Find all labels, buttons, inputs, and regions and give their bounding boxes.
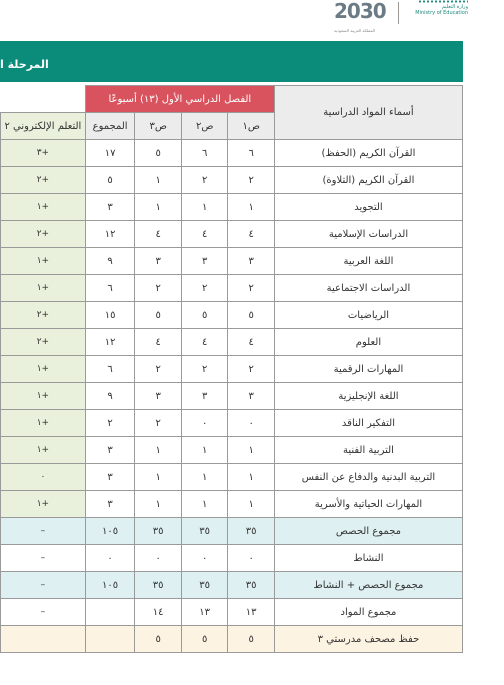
subject-row: [1, 194, 463, 221]
cell-p3: ٣: [135, 383, 182, 410]
cell-p1: ٣: [228, 383, 275, 410]
cell-total: ٦: [85, 356, 135, 383]
cell-p2: ١: [181, 437, 228, 464]
cell-p2: ٣: [181, 248, 228, 275]
cell-p3: ٣٥: [135, 572, 182, 599]
cell-total: ٠: [85, 545, 135, 572]
stage-header-bar: [0, 41, 463, 82]
cell-p2: ٤: [181, 221, 228, 248]
cell-total: ٣: [85, 491, 135, 518]
cell-p3: ١: [135, 464, 182, 491]
cell-p1: ١٣: [228, 599, 275, 626]
subject-row: [1, 140, 463, 167]
cell-p2: ١: [181, 464, 228, 491]
row-label: القرآن الكريم (الحفظ): [274, 140, 462, 167]
ministry-dots-icon: [418, 0, 468, 3]
cell-p1: ٠: [228, 410, 275, 437]
cell-total: ٦: [85, 275, 135, 302]
cell-p3: ٥: [135, 302, 182, 329]
cell-total: [85, 626, 135, 653]
row-label: التربية الفنية: [274, 437, 462, 464]
stage-title: المرحلة ا: [0, 58, 49, 71]
cell-p1: ١: [228, 491, 275, 518]
cell-p1: ٦: [228, 140, 275, 167]
col-header-elearning: التعلم الإلكتروني ٢: [1, 113, 86, 140]
cell-elearning: +١: [1, 383, 86, 410]
col-header-p2: ص٢: [181, 113, 228, 140]
cell-elearning: +٢: [1, 167, 86, 194]
cell-total: ١٠٥: [85, 572, 135, 599]
cell-elearning: –: [1, 599, 86, 626]
row-label: مجموع الحصص + النشاط: [274, 572, 462, 599]
subject-row: [1, 410, 463, 437]
cell-p1: ٢: [228, 356, 275, 383]
cell-elearning: +٢: [1, 302, 86, 329]
row-label: مجموع الحصص: [274, 518, 462, 545]
row-label: المهارات الحياتية والأسرية: [274, 491, 462, 518]
row-label: المهارات الرقمية: [274, 356, 462, 383]
cell-p2: ٢: [181, 275, 228, 302]
cell-total: ١٢: [85, 329, 135, 356]
cell-p2: ١: [181, 194, 228, 221]
cell-p3: ٢: [135, 356, 182, 383]
cell-p1: ٢: [228, 167, 275, 194]
cell-p2: ٠: [181, 410, 228, 437]
cell-p1: ١: [228, 194, 275, 221]
cell-elearning: –: [1, 545, 86, 572]
subject-row: [1, 329, 463, 356]
cell-total: ٩: [85, 248, 135, 275]
cell-p3: ١: [135, 491, 182, 518]
cell-p2: ٣٥: [181, 572, 228, 599]
cell-p3: ٥: [135, 140, 182, 167]
row-label: التجويد: [274, 194, 462, 221]
subject-row: [1, 464, 463, 491]
cell-p3: ٥: [135, 626, 182, 653]
cell-p1: ١: [228, 464, 275, 491]
cell-total: ٩: [85, 383, 135, 410]
cell-elearning: +٢: [1, 221, 86, 248]
row-label: الرياضيات: [274, 302, 462, 329]
row-label: القرآن الكريم (التلاوة): [274, 167, 462, 194]
cell-p1: ٣٥: [228, 572, 275, 599]
cell-p2: ٥: [181, 302, 228, 329]
cell-elearning: +٣: [1, 140, 86, 167]
ministry-of-education-logo: وزارة التعليم Ministry of Education: [404, 4, 468, 26]
row-label: الدراسات الاجتماعية: [274, 275, 462, 302]
row-label: النشاط: [274, 545, 462, 572]
cell-p1: ١: [228, 437, 275, 464]
cell-total: ٣: [85, 437, 135, 464]
cell-p2: ٠: [181, 545, 228, 572]
quran-school-row: [1, 626, 463, 653]
col-header-p1: ص١: [228, 113, 275, 140]
cell-total: [85, 599, 135, 626]
cell-total: ٣: [85, 464, 135, 491]
cell-elearning: +١: [1, 275, 86, 302]
cell-total: ٣: [85, 194, 135, 221]
cell-elearning: +١: [1, 410, 86, 437]
cell-p3: ١: [135, 167, 182, 194]
cell-p2: ١: [181, 491, 228, 518]
periods-total-row: [1, 518, 463, 545]
row-label: التفكير الناقد: [274, 410, 462, 437]
header-spacer: [1, 86, 86, 113]
subjects-header: أسماء المواد الدراسية: [274, 86, 462, 140]
cell-p1: ٣٥: [228, 518, 275, 545]
cell-p2: ٥: [181, 626, 228, 653]
cell-p2: ٣٥: [181, 518, 228, 545]
cell-elearning: [1, 626, 86, 653]
activity-row: [1, 545, 463, 572]
cell-p1: ٥: [228, 302, 275, 329]
row-label: اللغة الإنجليزية: [274, 383, 462, 410]
cell-p1: ٤: [228, 329, 275, 356]
row-label: مجموع المواد: [274, 599, 462, 626]
cell-p2: ٤: [181, 329, 228, 356]
logo-divider: [398, 2, 399, 24]
cell-total: ١٧: [85, 140, 135, 167]
row-label: اللغة العربية: [274, 248, 462, 275]
row-label: التربية البدنية والدفاع عن النفس: [274, 464, 462, 491]
cell-p2: ٢: [181, 356, 228, 383]
cell-elearning: +١: [1, 437, 86, 464]
subject-row: [1, 491, 463, 518]
col-header-p3: ص٣: [135, 113, 182, 140]
cell-p3: ١: [135, 194, 182, 221]
row-label: حفظ مصحف مدرستي ٣: [274, 626, 462, 653]
subject-row: [1, 275, 463, 302]
cell-total: ١٠٥: [85, 518, 135, 545]
subject-row: [1, 356, 463, 383]
cell-total: ٥: [85, 167, 135, 194]
cell-p2: ٢: [181, 167, 228, 194]
cell-elearning: –: [1, 518, 86, 545]
cell-p3: ٤: [135, 221, 182, 248]
cell-elearning: +٢: [1, 329, 86, 356]
cell-p2: ٣: [181, 383, 228, 410]
cell-elearning: ٠: [1, 464, 86, 491]
cell-elearning: +١: [1, 194, 86, 221]
vision-2030-logo: 2030 المملكة العربية السعودية: [334, 0, 386, 33]
row-label: الدراسات الإسلامية: [274, 221, 462, 248]
cell-p3: ٢: [135, 410, 182, 437]
cell-p2: ٦: [181, 140, 228, 167]
subject-row: [1, 437, 463, 464]
cell-p3: ١: [135, 437, 182, 464]
cell-p3: ٣: [135, 248, 182, 275]
cell-p3: ٠: [135, 545, 182, 572]
col-header-total: المجموع: [85, 113, 135, 140]
cell-elearning: +١: [1, 356, 86, 383]
cell-p1: ٤: [228, 221, 275, 248]
subjects-count-row: [1, 599, 463, 626]
cell-total: ٢: [85, 410, 135, 437]
cell-p3: ٣٥: [135, 518, 182, 545]
cell-total: ١٥: [85, 302, 135, 329]
subject-row: [1, 383, 463, 410]
periods-activity-row: [1, 572, 463, 599]
cell-elearning: –: [1, 572, 86, 599]
cell-total: ١٢: [85, 221, 135, 248]
cell-p1: ٣: [228, 248, 275, 275]
cell-p2: ١٣: [181, 599, 228, 626]
study-plan-table: [0, 85, 463, 653]
cell-p3: ٤: [135, 329, 182, 356]
semester-header: الفصل الدراسي الأول (١٣) أسبوعًا: [85, 86, 274, 113]
cell-elearning: +١: [1, 491, 86, 518]
cell-p3: ٢: [135, 275, 182, 302]
subject-row: [1, 302, 463, 329]
subject-row: [1, 167, 463, 194]
cell-p1: ٠: [228, 545, 275, 572]
row-label: العلوم: [274, 329, 462, 356]
subject-row: [1, 221, 463, 248]
subject-row: [1, 248, 463, 275]
cell-elearning: +١: [1, 248, 86, 275]
cell-p1: ٢: [228, 275, 275, 302]
cell-p1: ٥: [228, 626, 275, 653]
cell-p3: ١٤: [135, 599, 182, 626]
